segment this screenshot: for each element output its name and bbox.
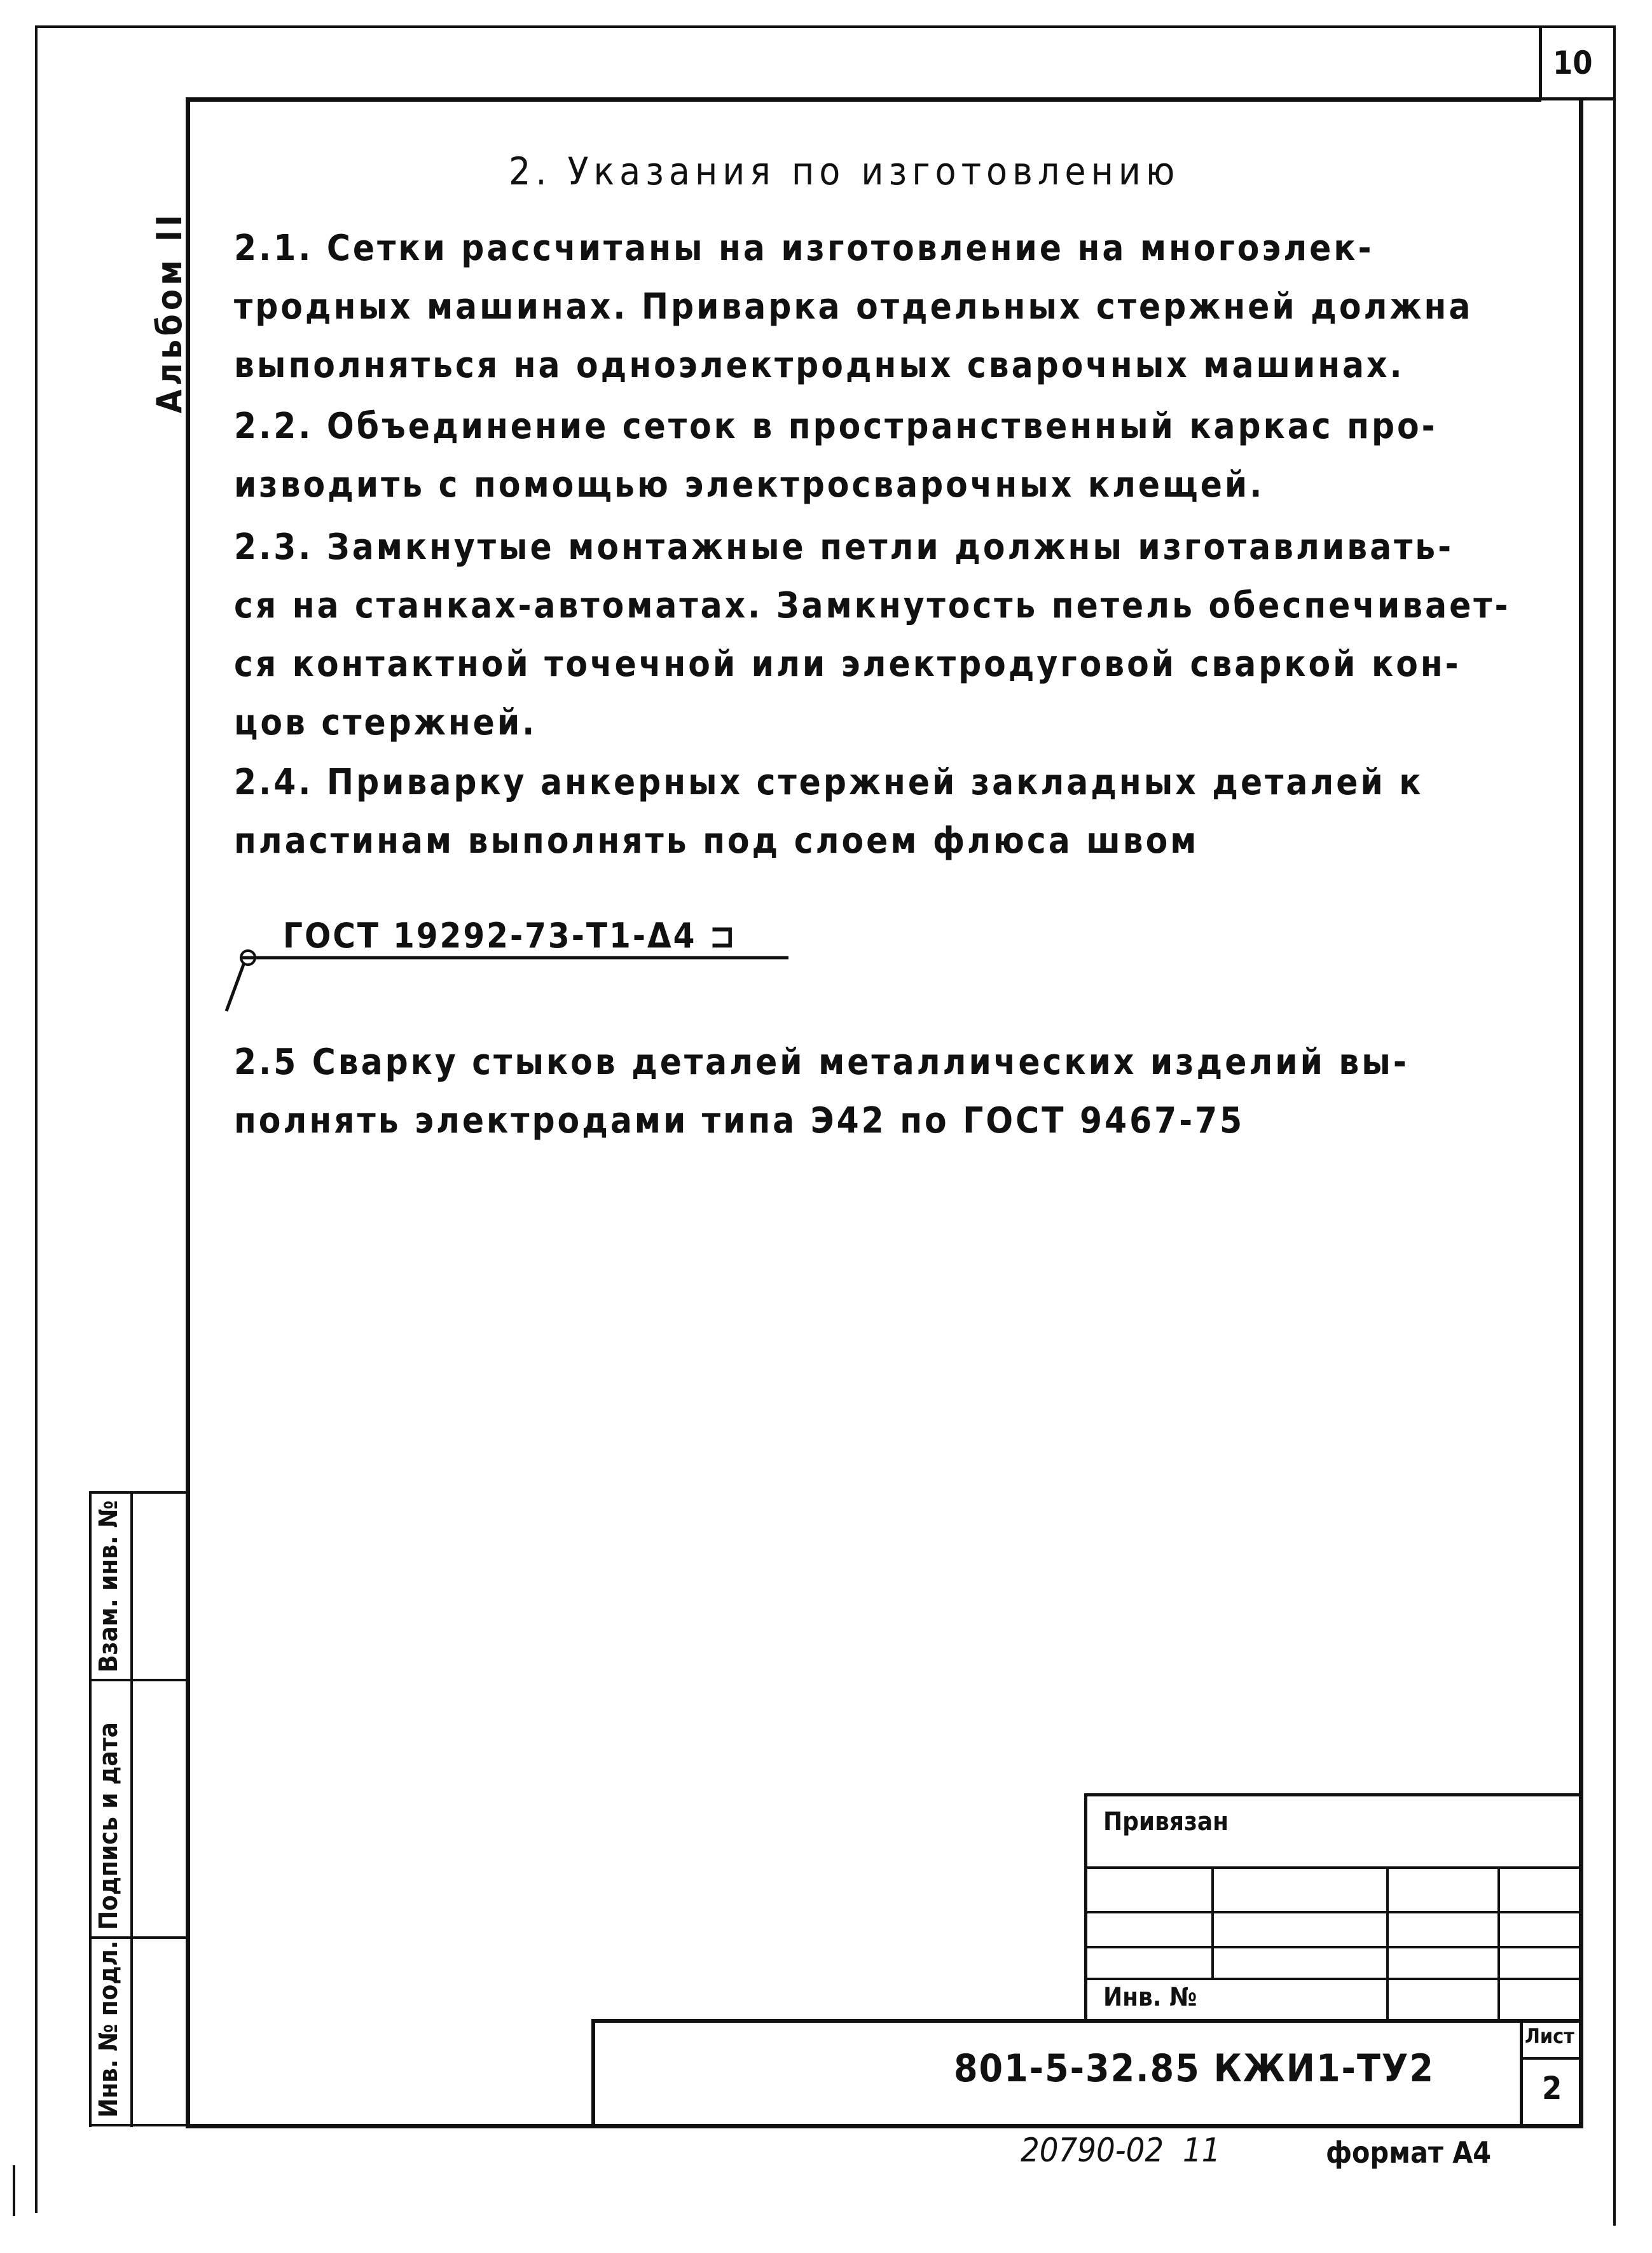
tb-upper-row-2 [1084,1911,1583,1913]
stamp-inv-podl: Инв. № подл. [94,1940,123,2118]
tb-upper-row-3 [1084,1946,1583,1948]
tb-inv-no: Инв. № [1103,1983,1197,2012]
stamp-vzam-inv: Взам. инв. № [94,1500,123,1672]
stamp-row-4 [89,2124,186,2126]
tb-main-top [591,2019,1583,2023]
outer-border-top [35,25,1614,28]
tb-upper-top [1084,1793,1583,1796]
tb-main-left [591,2019,595,2127]
paragraph-2-3: 2.3. Замкнутые монтажные петли должны изготавливать- ся на станках-автоматах. Замкнутость петель обеспечивает- ся контактной точечной или электродуговой сваркой кон- цов стержней. [234,527,1511,743]
paragraph-2-1: 2.1. Сетки рассчитаны на изготовление на многоэлек- тродных машинах. Приварка отдельных стержней должна выполняться на одноэлектродных сварочных машинах. [234,228,1473,386]
tb-upper-left [1084,1793,1087,2022]
stamp-col-left [89,1491,92,2127]
stamp-podpis-data: Подпись и дата [94,1722,123,1930]
weld-leader-icon [216,928,801,1017]
stamp-row-2 [89,1679,186,1681]
tb-upper-col-3 [1497,1866,1500,2019]
outer-border-right [1613,25,1616,2226]
tb-upper-col-1 [1211,1866,1214,1978]
corner-tick [13,2165,15,2216]
tb-designation: 801-5-32.85 КЖИ1-ТУ2 [954,2046,1435,2091]
page-number-box-bottom [1539,97,1614,100]
album-label: Альбом II [149,211,189,413]
tb-upper-row-4 [1084,1978,1583,1980]
frame-right [1579,97,1583,2127]
bottom-note: 20790-02 11 [1021,2132,1221,2170]
tb-privyazan: Привязан [1103,1807,1229,1836]
section-heading: 2. Указания по изготовлению [509,149,1180,194]
tb-upper-col-2 [1386,1866,1389,2019]
tb-list-label: Лист [1525,2024,1574,2048]
paragraph-2-5: 2.5 Сварку стыков деталей металлических изделий вы- полнять электродами типа Э42 по ГОСТ 9467-75 [234,1042,1409,1141]
paragraph-2-4: 2.4. Приварку анкерных стержней закладных деталей к пластинам выполнять под слоем флюса швом [234,762,1424,862]
stamp-row-3 [89,1936,186,1939]
tb-list-col [1520,2019,1523,2127]
tb-list-row [1520,2057,1583,2060]
outer-border-left [35,25,38,2213]
format-label: формат А4 [1326,2135,1492,2170]
frame-top [186,97,1541,102]
page-number: 10 [1553,45,1593,81]
stamp-row-1 [89,1491,186,1494]
stamp-col-mid [130,1491,133,2127]
tb-list-value: 2 [1542,2070,1562,2107]
frame-bottom [186,2124,1583,2128]
tb-upper-row-1 [1084,1866,1583,1869]
weld-symbol-text: ГОСТ 19292-73-Т1-Δ4 ⊐ [283,916,738,956]
page-number-box-left [1539,25,1542,100]
paragraph-2-2: 2.2. Объединение сеток в пространственный каркас про- изводить с помощью электросварочных клещей. [234,406,1438,506]
